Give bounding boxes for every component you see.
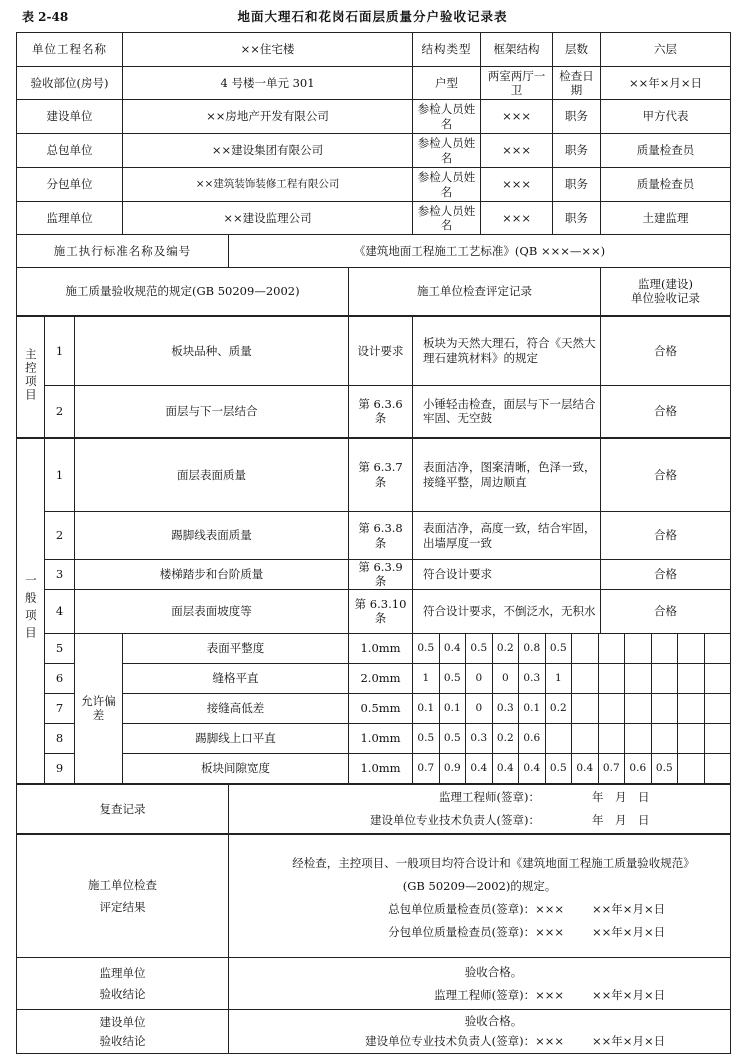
party-position-label: 职务 (553, 100, 601, 134)
party-position: 质量检查员 (601, 168, 731, 202)
measurement-cell: 0.6 (625, 754, 652, 783)
measurement-cell (599, 724, 626, 753)
item-record: 符合设计要求 (413, 560, 601, 590)
measurement-cell: 0.5 (546, 754, 573, 783)
item-name: 面层与下一层结合 (75, 386, 349, 438)
measurement-cell: 0.5 (466, 634, 493, 663)
table-number: 表 2-48 (22, 10, 69, 24)
measurement-cell: 0.2 (493, 724, 520, 753)
item-no: 1 (45, 316, 75, 386)
item-name: 面层表面坡度等 (75, 589, 349, 633)
measurement-cell (572, 664, 599, 693)
measurement-grid (413, 693, 731, 723)
item-clause: 第 6.3.8 条 (349, 512, 413, 560)
measurement-cell: 0.9 (440, 754, 467, 783)
acceptance-record-table (16, 32, 731, 1054)
owner-text: 验收合格。 (464, 1013, 523, 1028)
item-record: 符合设计要求，不倒泛水，无积水 (413, 589, 601, 633)
measurement-cell: 0.4 (493, 754, 520, 783)
party-role: 建设单位 (17, 100, 123, 134)
item-no: 5 (45, 633, 75, 663)
item-record: 表面洁净，图案清晰，色泽一致，接缝平整，周边顺直 (413, 438, 601, 512)
contractor-date-general: ××年×月×日 (592, 902, 666, 916)
measurement-cell: 0.2 (546, 694, 573, 723)
supervisor-label-line1: 监理单位 (99, 966, 146, 981)
house-type-label: 户型 (413, 67, 481, 100)
measurement-cell: 0 (493, 664, 520, 693)
inspection-date-value: ××年×月×日 (601, 67, 731, 100)
measurement-cell: 0.5 (440, 664, 467, 693)
item-result: 合格 (601, 438, 731, 512)
supervision-header-line1: 监理(建设) (638, 276, 694, 291)
standard-value: 《建筑地面工程施工工艺标准》(QB ×××—××) (229, 235, 731, 268)
tolerance-limit: 1.0mm (349, 753, 413, 784)
measurement-cell (678, 754, 705, 783)
supervision-header (601, 268, 731, 316)
item-name: 踢脚线表面质量 (75, 512, 349, 560)
floors-value: 六层 (601, 33, 731, 67)
item-no: 9 (45, 753, 75, 784)
measurement-cell: 0.4 (572, 754, 599, 783)
item-result: 合格 (601, 589, 731, 633)
tolerance-name: 缝格平直 (123, 663, 349, 693)
spec-header: 施工质量验收规范的规定(GB 50209—2002) (17, 268, 349, 316)
party-name: ××建筑装饰装修工程有限公司 (123, 168, 413, 202)
party-person-label: 参检人员姓名 (413, 202, 481, 235)
owner-sig: 建设单位专业技术负责人(签章)：××× (365, 1033, 565, 1048)
measurement-grid (413, 633, 731, 663)
item-result: 合格 (601, 560, 731, 590)
party-position: 甲方代表 (601, 100, 731, 134)
record-header: 施工单位检查评定记录 (349, 268, 601, 316)
measurement-cell (652, 634, 679, 663)
party-person-label: 参检人员姓名 (413, 100, 481, 134)
tolerance-name: 板块间隙宽度 (123, 753, 349, 784)
measurement-cell (652, 664, 679, 693)
measurement-cell (678, 694, 705, 723)
measurement-cell (678, 664, 705, 693)
party-person: ××× (481, 168, 553, 202)
recheck-signatures (229, 784, 731, 834)
supervisor-sig: 监理工程师(签章)：××× (434, 987, 565, 1002)
measurement-cell: 0 (466, 694, 493, 723)
form-header (0, 0, 745, 34)
measurement-cell: 0.3 (519, 664, 546, 693)
item-no: 1 (45, 438, 75, 512)
recheck-label: 复查记录 (17, 784, 229, 834)
item-clause: 设计要求 (349, 316, 413, 386)
tolerance-name: 接缝高低差 (123, 693, 349, 723)
measurement-cell (572, 724, 599, 753)
measurement-cell: 0.5 (413, 724, 440, 753)
inspection-date-label: 检查日期 (553, 67, 601, 100)
party-person: ××× (481, 100, 553, 134)
tolerance-limit: 1.0mm (349, 723, 413, 753)
location-label: 验收部位(房号) (17, 67, 123, 100)
measurement-cell (652, 724, 679, 753)
owner-label (17, 1010, 229, 1054)
measurement-cell (599, 664, 626, 693)
recheck-date-owner: 年 月 日 (592, 812, 650, 827)
party-role: 分包单位 (17, 168, 123, 202)
main-group-text: 主控项目 (23, 347, 38, 402)
contractor-label-line1: 施工单位检查 (88, 877, 158, 892)
measurement-cell: 0.7 (599, 754, 626, 783)
party-person: ××× (481, 134, 553, 168)
measurement-cell (625, 664, 652, 693)
measurement-cell: 0.8 (519, 634, 546, 663)
measurement-cell (572, 634, 599, 663)
owner-label-line1: 建设单位 (99, 1015, 146, 1030)
measurement-cell: 1 (546, 664, 573, 693)
owner-label-line2: 验收结论 (99, 1033, 146, 1048)
party-name: ××房地产开发有限公司 (123, 100, 413, 134)
general-group-label (17, 438, 45, 784)
item-no: 3 (45, 560, 75, 590)
measurement-cell (705, 754, 731, 783)
item-no: 2 (45, 512, 75, 560)
item-record: 表面洁净，高度一致，结合牢固，出墙厚度一致 (413, 512, 601, 560)
structure-type-label: 结构类型 (413, 33, 481, 67)
contractor-label-line2: 评定结果 (99, 900, 146, 914)
item-no: 6 (45, 663, 75, 693)
item-record: 板块为天然大理石，符合《天然大理石建筑材料》的规定 (413, 316, 601, 386)
party-position: 土建监理 (601, 202, 731, 235)
measurement-cell: 0.4 (440, 634, 467, 663)
supervisor-label (17, 958, 229, 1010)
item-result: 合格 (601, 316, 731, 386)
measurement-cell (678, 724, 705, 753)
measurement-cell (705, 664, 731, 693)
measurement-cell: 0.3 (493, 694, 520, 723)
measurement-cell (572, 694, 599, 723)
recheck-date-supervisor: 年 月 日 (592, 789, 650, 804)
measurement-cell (705, 694, 731, 723)
item-clause: 第 6.3.6 条 (349, 386, 413, 438)
general-group-text: 一般项目 (23, 573, 38, 644)
tolerance-name: 踢脚线上口平直 (123, 723, 349, 753)
owner-conclusion (229, 1010, 731, 1054)
measurement-cell: 0.1 (519, 694, 546, 723)
supervisor-conclusion (229, 958, 731, 1010)
measurement-cell: 0.5 (546, 634, 573, 663)
contractor-date-sub: ××年×月×日 (592, 925, 666, 939)
measurement-cell: 0.5 (652, 754, 679, 783)
measurement-cell: 0.1 (440, 694, 467, 723)
measurement-cell: 0.4 (466, 754, 493, 783)
structure-type-value: 框架结构 (481, 33, 553, 67)
tolerance-limit: 0.5mm (349, 693, 413, 723)
party-person-label: 参检人员姓名 (413, 168, 481, 202)
contractor-text: 经检查，主控项目、一般项目均符合设计和《建筑地面工程施工质量验收规范》(GB 50209—2002)的规定。 (292, 856, 695, 893)
contractor-sig-sub: 分包单位质量检查员(签章)：××× (388, 925, 565, 939)
measurement-cell: 0.1 (413, 694, 440, 723)
party-role: 总包单位 (17, 134, 123, 168)
recheck-sig-owner: 建设单位专业技术负责人(签章)： (370, 812, 541, 827)
measurement-cell: 0.6 (519, 724, 546, 753)
supervisor-date: ××年×月×日 (592, 987, 666, 1002)
item-clause: 第 6.3.9 条 (349, 560, 413, 590)
party-name: ××建设集团有限公司 (123, 134, 413, 168)
item-result: 合格 (601, 512, 731, 560)
party-position-label: 职务 (553, 134, 601, 168)
supervisor-text: 验收合格。 (464, 964, 523, 979)
measurement-cell (705, 724, 731, 753)
tolerance-limit: 2.0mm (349, 663, 413, 693)
contractor-result (229, 834, 731, 958)
main-group-label (17, 316, 45, 438)
item-result: 合格 (601, 386, 731, 438)
party-person: ××× (481, 202, 553, 235)
party-position-label: 职务 (553, 168, 601, 202)
tolerance-label: 允许偏差 (75, 633, 123, 784)
measurement-cell: 0.4 (519, 754, 546, 783)
item-no: 2 (45, 386, 75, 438)
measurement-cell: 0.3 (466, 724, 493, 753)
measurement-cell (652, 694, 679, 723)
form-title: 地面大理石和花岗石面层质量分户验收记录表 (237, 9, 508, 24)
party-name: ××建设监理公司 (123, 202, 413, 235)
item-clause: 第 6.3.7 条 (349, 438, 413, 512)
item-no: 8 (45, 723, 75, 753)
standard-label: 施工执行标准名称及编号 (17, 235, 229, 268)
item-name: 面层表面质量 (75, 438, 349, 512)
tolerance-limit: 1.0mm (349, 633, 413, 663)
tolerance-name: 表面平整度 (123, 633, 349, 663)
party-role: 监理单位 (17, 202, 123, 235)
measurement-cell: 0.5 (440, 724, 467, 753)
measurement-cell: 0 (466, 664, 493, 693)
measurement-cell: 0.7 (413, 754, 440, 783)
measurement-cell (625, 694, 652, 723)
measurement-cell (625, 634, 652, 663)
floors-label: 层数 (553, 33, 601, 67)
recheck-sig-supervisor: 监理工程师(签章)： (439, 789, 541, 804)
unit-project-value: ××住宅楼 (123, 33, 413, 67)
location-value: 4 号楼一单元 301 (123, 67, 413, 100)
contractor-sig-general: 总包单位质量检查员(签章)：××× (388, 902, 565, 916)
measurement-cell (599, 694, 626, 723)
supervisor-label-line2: 验收结论 (99, 986, 146, 1001)
measurement-cell: 0.5 (413, 634, 440, 663)
measurement-cell: 1 (413, 664, 440, 693)
house-type-value: 两室两厅一卫 (481, 67, 553, 100)
item-name: 楼梯踏步和台阶质量 (75, 560, 349, 590)
measurement-grid (413, 723, 731, 753)
measurement-cell (546, 724, 573, 753)
contractor-label (17, 834, 229, 958)
item-name: 板块品种、质量 (75, 316, 349, 386)
item-no: 7 (45, 693, 75, 723)
measurement-cell (705, 634, 731, 663)
party-person-label: 参检人员姓名 (413, 134, 481, 168)
measurement-grid (413, 663, 731, 693)
measurement-cell (678, 634, 705, 663)
item-no: 4 (45, 589, 75, 633)
measurement-cell (599, 634, 626, 663)
unit-project-label: 单位工程名称 (17, 33, 123, 67)
party-position: 质量检查员 (601, 134, 731, 168)
party-position-label: 职务 (553, 202, 601, 235)
measurement-cell: 0.2 (493, 634, 520, 663)
measurement-grid (413, 753, 731, 784)
item-record: 小锤轻击检查，面层与下一层结合牢固、无空鼓 (413, 386, 601, 438)
owner-date: ××年×月×日 (592, 1033, 666, 1048)
supervision-header-line2: 单位验收记录 (631, 291, 701, 306)
measurement-cell (625, 724, 652, 753)
item-clause: 第 6.3.10 条 (349, 589, 413, 633)
